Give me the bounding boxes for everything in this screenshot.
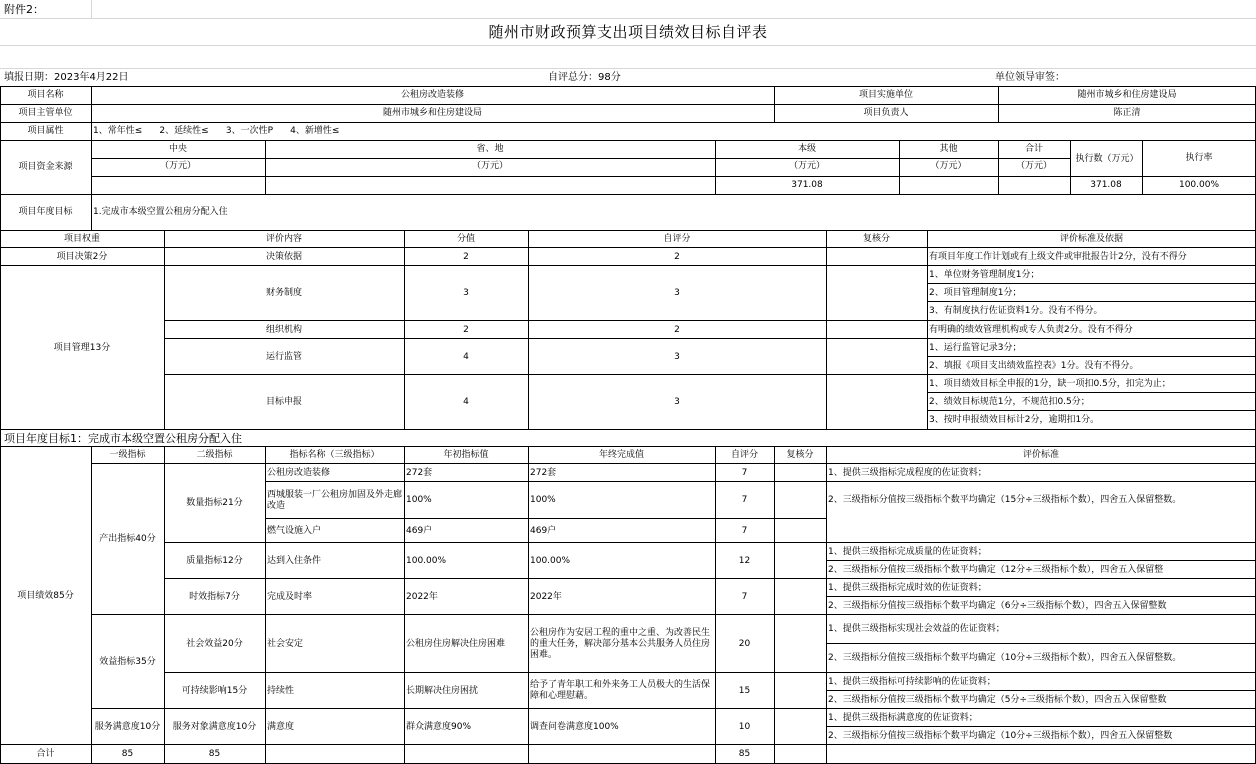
indicator-start: 2022年	[406, 591, 438, 602]
weight-row-self: 2	[674, 324, 680, 335]
weights-header-self: 自评分	[663, 234, 691, 244]
annual-goal-label: 项目年度目标	[18, 207, 73, 217]
goal-header-end: 年终完成值	[598, 450, 644, 460]
weight-row-criteria: 1、项目绩效目标全申报的1分，缺一项扣0.5分，扣完为止；	[929, 378, 1171, 389]
project-name: 公租房改造装修	[400, 90, 464, 100]
indicator-name: 燃气设施入户	[267, 525, 322, 536]
goal-header-self: 自评分	[730, 450, 758, 460]
indicator-start: 100.00%	[406, 555, 447, 566]
service-obj-label: 服务对象满意度10分	[172, 721, 257, 732]
weight-row-self: 3	[674, 397, 680, 407]
page-title: 随州市财政预算支出项目绩效目标自评表	[488, 23, 768, 41]
goal-header-l1: 一级指标	[109, 450, 146, 460]
weight-row-content: 组织机构	[265, 324, 302, 335]
criteria-line: 1、提供三级指标实现社会效益的佐证资料；	[828, 624, 1005, 634]
weight-row-score: 2	[463, 324, 469, 335]
criteria-line: 1、提供三级指标可持续影响的佐证资料；	[828, 676, 996, 687]
criteria-line: 2、三级指标分值按三级指标个数平均确定（10分÷三级指标个数），四舍五入保留整数。	[828, 653, 1182, 663]
indicator-self: 15	[738, 685, 751, 696]
fund-central: 中央	[168, 143, 187, 154]
fund-unit-province: （万元）	[471, 160, 508, 171]
criteria-line: 2、三级指标分值按三级指标个数平均确定（5分÷三级指标个数），四舍五入保留整数	[828, 694, 1167, 705]
weight-row-score: 2	[463, 251, 469, 262]
weight-row-criteria: 3、有制度执行佐证资料1分。没有不得分。	[929, 306, 1103, 316]
indicator-end: 公租房作为安居工程的重中之重、为改善民生的重大任务，解决部分基本公共服务人员住房困难。	[530, 627, 711, 660]
benefit-label: 效益指标35分	[99, 656, 156, 667]
indicator-self: 7	[741, 495, 748, 505]
criteria-line: 1、提供三级指标满意度的佐证资料；	[828, 712, 978, 723]
output-label: 产出指标40分	[99, 534, 156, 544]
indicator-self: 7	[741, 591, 748, 602]
impl-unit: 随州市城乡和住房建设局	[1077, 90, 1177, 100]
indicator-self: 10	[738, 721, 751, 732]
dept: 随州市城乡和住房建设局	[382, 107, 482, 118]
fund-total: 合计	[1024, 143, 1043, 154]
indicator-end: 2022年	[530, 591, 562, 602]
attr-options: 1、常年性≤ 2、延续性≤ 3、一次性P 4、新增性≤	[93, 125, 340, 136]
fund-unit-central: （万元）	[159, 160, 196, 171]
goal-header-start: 年初指标值	[443, 450, 489, 460]
satisfaction-label: 服务满意度10分	[94, 721, 161, 732]
goal-header-l3: 指标名称（三级指标）	[289, 450, 380, 460]
total-label: 合计	[36, 748, 55, 759]
weight-row-criteria: 有明确的绩效管理机构或专人负责2分。没有不得分	[929, 324, 1133, 335]
weight-row-criteria: 2、项目管理制度1分；	[929, 287, 1022, 298]
indicator-end: 给予了青年职工和外来务工人员极大的生活保障和心理慰藉。	[530, 680, 711, 701]
fund-unit-total: （万元）	[1015, 160, 1052, 171]
indicator-end: 100.00%	[530, 555, 571, 566]
indicator-self: 12	[738, 555, 751, 566]
criteria-line: 2、三级指标分值按三级指标个数平均确定（12分÷三级指标个数），四舍五入保留整	[828, 564, 1164, 575]
weight-row-criteria: 2、绩效目标规范1分，不规范扣0.5分；	[929, 396, 1090, 407]
fund-unit-local: （万元）	[788, 160, 825, 171]
weights-header-content: 评价内容	[265, 234, 302, 244]
fund-local: 本级	[797, 143, 816, 154]
person: 陈正清	[1113, 107, 1141, 118]
weight-row-score: 3	[463, 288, 469, 298]
criteria-line: 2、三级指标分值按三级指标个数平均确定（6分÷三级指标个数），四舍五入保留整数	[828, 600, 1167, 611]
indicator-end: 调查问卷满意度100%	[530, 721, 619, 732]
indicator-start: 100%	[406, 495, 432, 505]
fund-label: 项目资金来源	[18, 161, 73, 172]
indicator-name: 公租房改造装修	[267, 467, 331, 478]
attachment-label: 附件2：	[4, 2, 44, 16]
criteria-line: 2、三级指标分值按三级指标个数平均确定（10分÷三级指标个数），四舍五入保留整数	[828, 730, 1173, 741]
weight-row-content: 目标申报	[265, 397, 302, 407]
quality-label: 质量指标12分	[186, 555, 243, 566]
indicator-start: 长期解决住房困扰	[406, 685, 479, 696]
indicator-start: 469户	[406, 525, 433, 536]
weight-row-score: 4	[463, 397, 469, 407]
total-l1: 85	[121, 748, 134, 759]
attr-label: 项目属性	[27, 125, 64, 136]
weight-row-criteria: 1、运行监管记录3分；	[929, 342, 1022, 353]
weights-header-score: 分值	[456, 234, 475, 244]
indicator-name: 社会安定	[267, 638, 304, 649]
weight-row-self: 3	[674, 288, 680, 298]
weight-row-content: 决策依据	[265, 251, 302, 262]
weight-row-content: 财务制度	[265, 288, 302, 298]
weight-row-self: 3	[674, 351, 680, 362]
weight-row-criteria: 3、按时申报绩效目标计2分，逾期扣1分。	[929, 415, 1100, 425]
weight-row-content: 运行监管	[265, 351, 302, 362]
indicator-self: 20	[738, 638, 751, 649]
goal-header-l2: 二级指标	[196, 450, 233, 460]
indicator-name: 达到入住条件	[267, 555, 322, 566]
criteria-line: 2、三级指标分值按三级指标个数平均确定（15分÷三级指标个数），四舍五入保留整数。	[828, 495, 1182, 505]
annual-goal: 1.完成市本级空置公租房分配入住	[93, 207, 228, 217]
indicator-name: 西城服装一厂公租房加固及外走廊改造	[267, 489, 403, 511]
indicator-end: 100%	[530, 495, 556, 505]
leader-review: 单位领导审签：	[995, 72, 1065, 83]
sustain-label: 可持续影响15分	[181, 685, 248, 696]
person-label: 项目负责人	[863, 107, 909, 118]
timeliness-label: 时效指标7分	[189, 591, 240, 602]
criteria-line: 1、提供三级指标完成质量的佐证资料；	[828, 546, 987, 557]
indicator-end: 469户	[530, 525, 557, 536]
goal-header-review: 复核分	[786, 450, 814, 460]
total-score: 自评总分：98分	[548, 72, 621, 83]
perf-label: 项目绩效85分	[17, 590, 74, 601]
exec-rate: 100.00%	[1178, 180, 1220, 190]
weights-header-criteria: 评价标准及依据	[1059, 234, 1123, 244]
fund-province: 省、地	[476, 143, 504, 154]
weights-header-weight: 项目权重	[63, 234, 100, 244]
criteria-line: 1、提供三级指标完成时效的佐证资料；	[828, 582, 987, 593]
fund-other: 其他	[939, 143, 958, 154]
indicator-name: 满意度	[267, 721, 295, 732]
dept-label: 项目主管单位	[18, 107, 73, 118]
goal-section-title: 项目年度目标1：完成市本级空置公租房分配入住	[4, 432, 242, 445]
indicator-start: 公租房住房解决住房困难	[406, 638, 506, 649]
exec-rate-label: 执行率	[1185, 152, 1213, 163]
impl-unit-label: 项目实施单位	[858, 90, 913, 100]
project-name-label: 项目名称	[27, 90, 64, 100]
local-amount: 371.08	[791, 180, 823, 190]
exec-amount: 371.08	[1090, 180, 1122, 190]
management-label: 项目管理13分	[53, 342, 111, 353]
indicator-self: 7	[741, 467, 748, 478]
criteria-line: 1、提供三级指标完成程度的佐证资料；	[828, 467, 987, 478]
indicator-start: 272套	[406, 467, 433, 478]
indicator-name: 持续性	[267, 685, 295, 696]
report-date: 填报日期：2023年4月22日	[4, 72, 129, 83]
exec-amount-label: 执行数（万元）	[1075, 153, 1139, 164]
weight-row-criteria: 1、单位财务管理制度1分；	[929, 269, 1040, 280]
fund-unit-other: （万元）	[930, 160, 967, 171]
indicator-name: 完成及时率	[267, 591, 313, 602]
weight-row-criteria: 有项目年度工作计划或有上级文件或审批报告计2分，没有不得分	[929, 251, 1187, 262]
weight-row-criteria: 2、填报《项目支出绩效监控表》1分。没有不得分。	[929, 360, 1139, 371]
total-l2: 85	[208, 748, 221, 759]
weights-header-review: 复核分	[862, 234, 890, 244]
weight-row-self: 2	[674, 251, 680, 262]
quantity-label: 数量指标21分	[186, 498, 243, 508]
goal-header-criteria: 评价标准	[1022, 450, 1059, 460]
social-label: 社会效益20分	[186, 638, 243, 649]
total-self: 85	[738, 748, 751, 759]
weight-row-score: 4	[463, 351, 469, 362]
indicator-end: 272套	[530, 467, 557, 478]
indicator-self: 7	[741, 525, 748, 536]
decision-label: 项目决策2分	[56, 251, 108, 262]
indicator-start: 群众满意度90%	[406, 721, 472, 732]
